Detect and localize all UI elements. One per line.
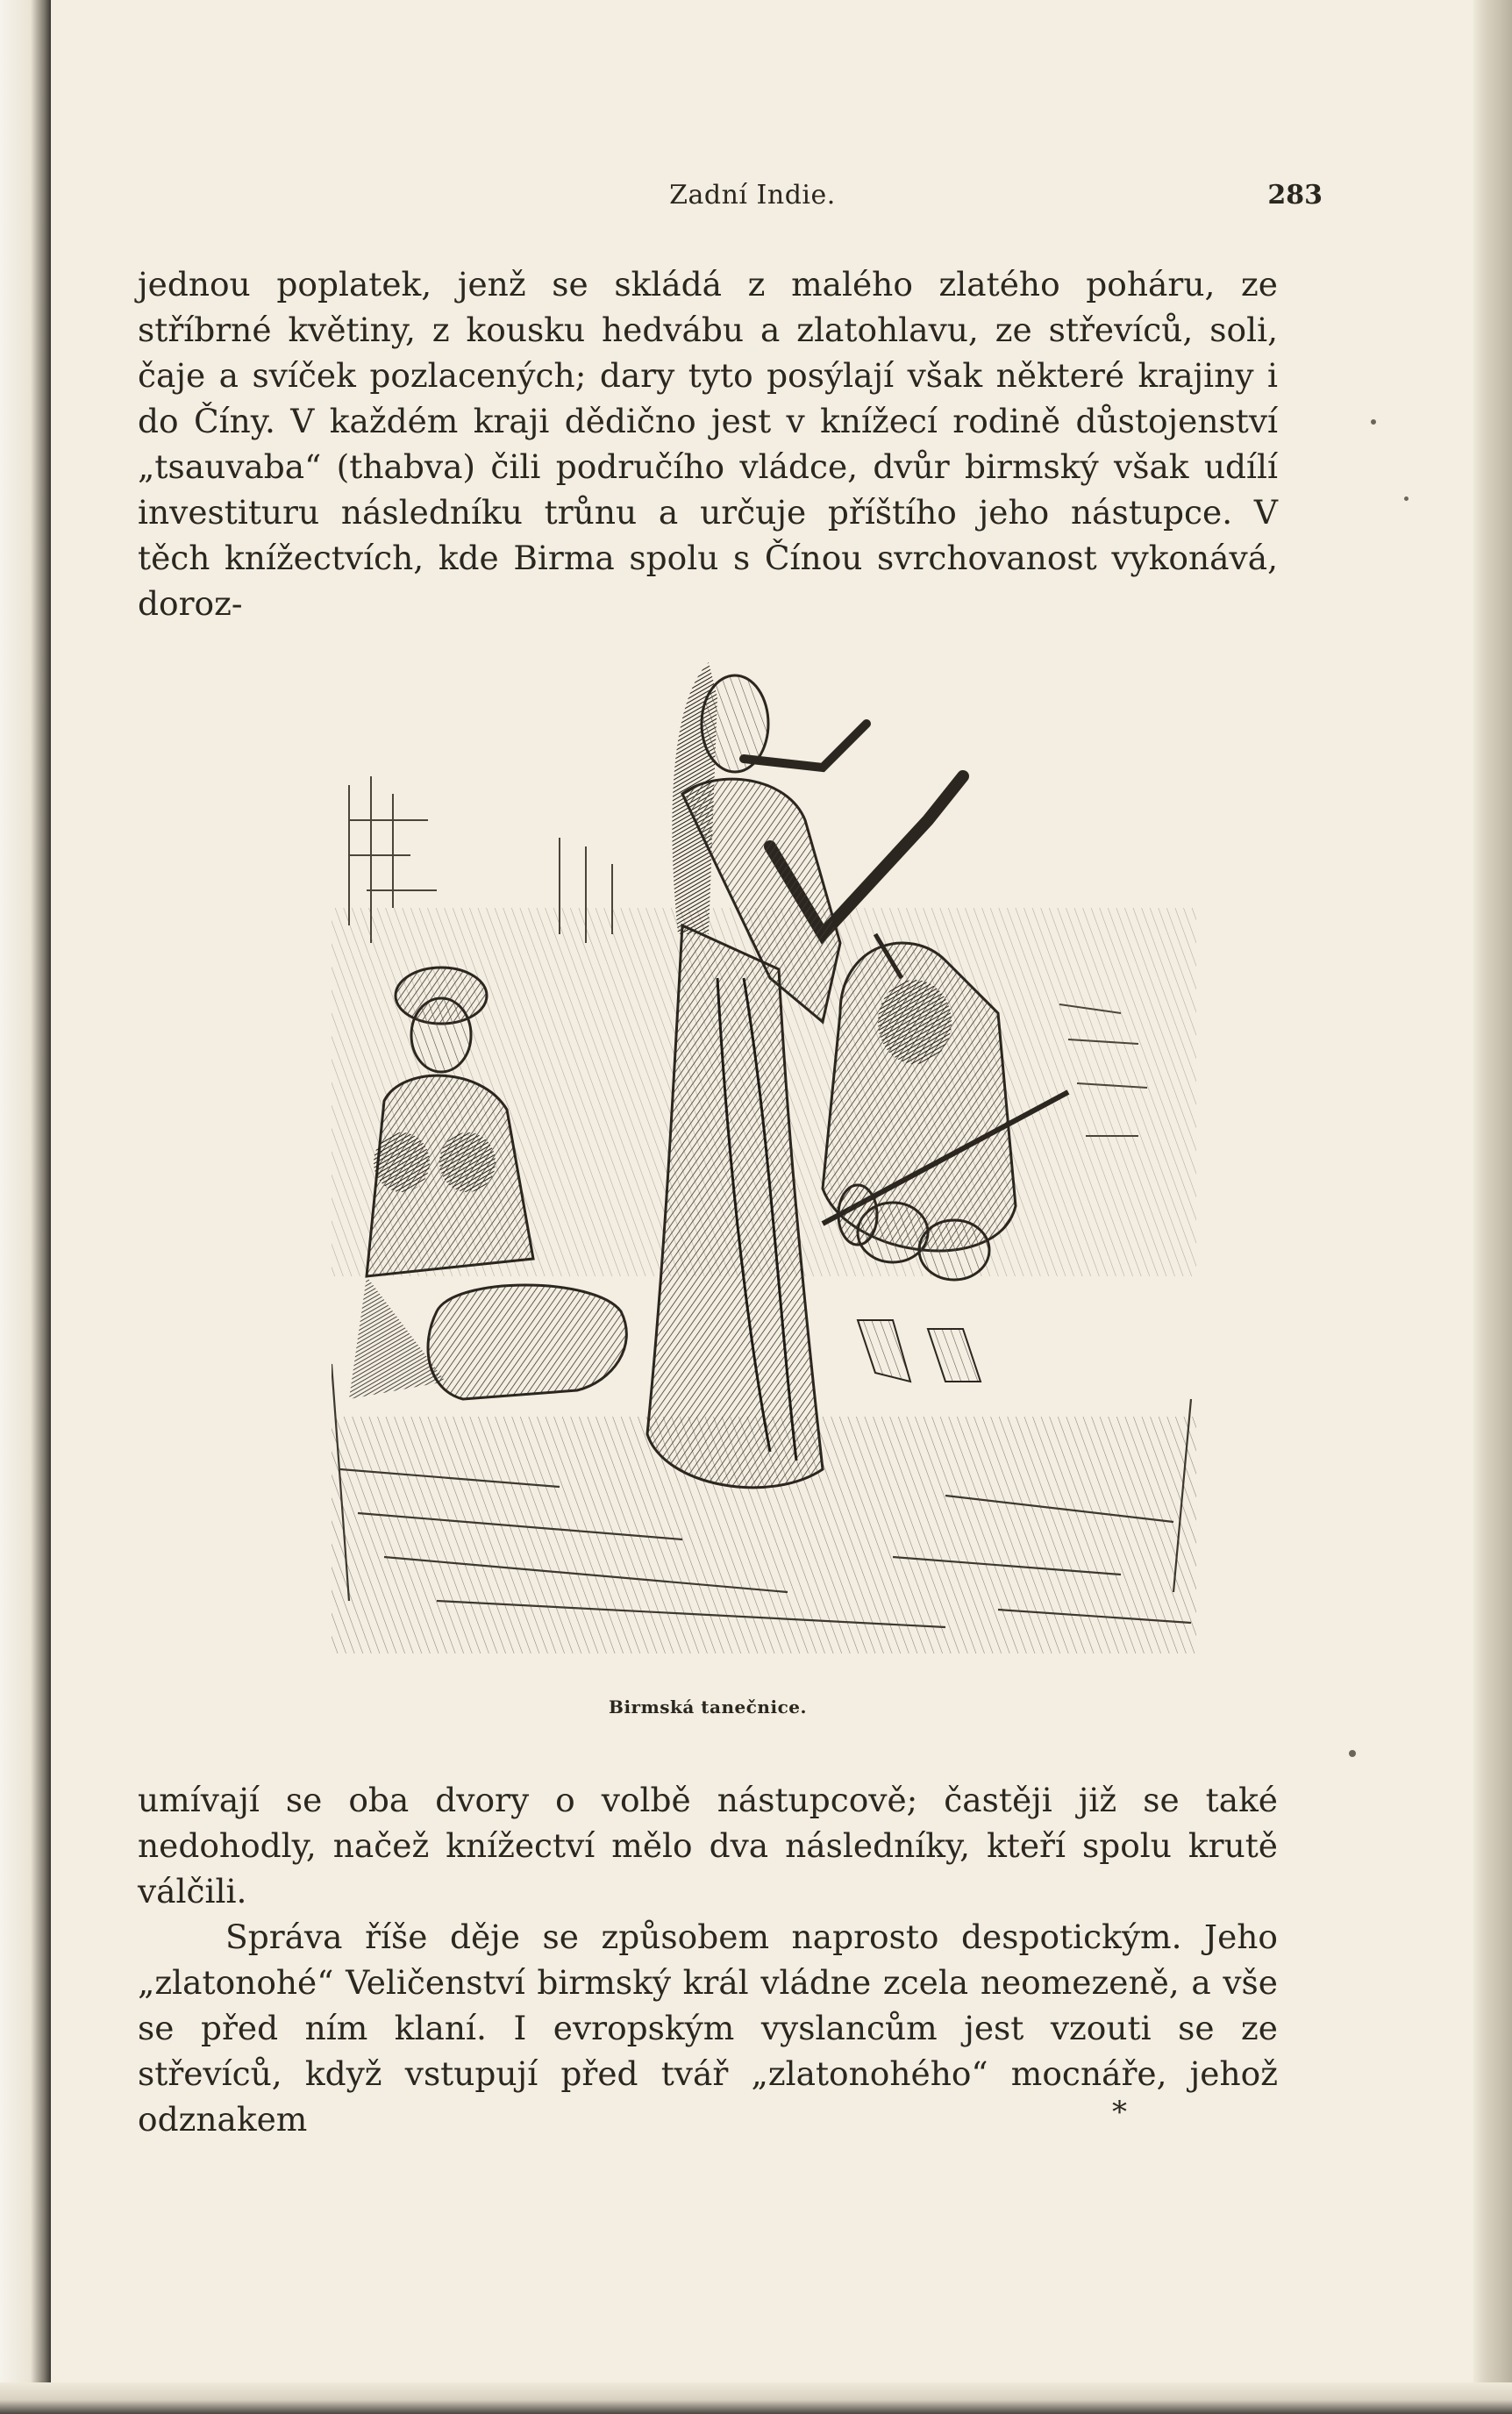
page-stack-edge [1472, 0, 1512, 2414]
engraving-burmese-dancer [332, 645, 1196, 1662]
page-number: 283 [1267, 180, 1323, 211]
running-title: Zadní Indie. [669, 180, 836, 211]
print-speck [1371, 419, 1376, 425]
print-speck [1404, 496, 1409, 501]
book-page [51, 0, 1473, 2382]
book-spine-edge [0, 0, 51, 2414]
running-head [182, 180, 1323, 215]
text-block-bottom [138, 1777, 1278, 2142]
signature-mark: * [1112, 2095, 1127, 2130]
illustration-caption: Birmská tanečnice. [609, 1696, 807, 1718]
paragraph: jednou poplatek, jenž se skládá z malého zlatého poháru, ze stříbrné květiny, z kousku hedvábu a zlatohlavu, ze střevíců, soli, čaje a svíček pozlacených; dary tyto posýlají však některé krajiny i do Číny. V každém kraji dědično jest v knížecí rodině důstojenství „tsauvaba“ (thabva) čili područího vládce, dvůr birmský však udílí investituru následníku trůnu a určuje příštího jeho nástupce. V těch knížectvích, kde Birma spolu s Čínou svrchovanost vykonává, doroz- [138, 265, 1278, 623]
paragraph: umívají se oba dvory o volbě nástupcově; častěji již se také nedohodly, načež knížectví mělo dva následníky, kteří spolu krutě válčili. [138, 1781, 1278, 1910]
page-bottom-edge [0, 2382, 1512, 2414]
print-speck [1349, 1750, 1356, 1757]
paragraph: Správa říše děje se způsobem naprosto despotickým. Jeho „zlatonohé“ Veličenství birmský král vládne zcela neomezeně, a vše se před ním klaní. I evropským vyslancům jest vzouti se ze střevíců, když vstupují před tvář „zlatonohého“ mocnáře, jehož odznakem [138, 1918, 1278, 2139]
text-block-top [138, 261, 1278, 626]
